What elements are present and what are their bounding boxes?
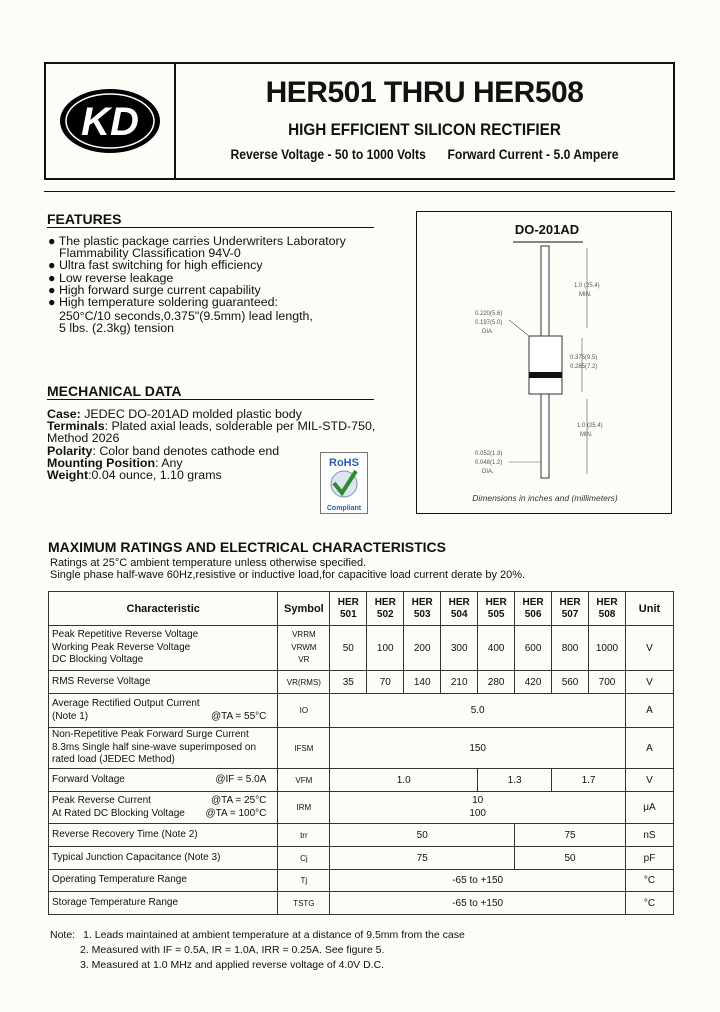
features-heading: FEATURES [47,211,374,228]
cathode-band [529,372,562,378]
features-list [48,235,346,335]
package-caption: Dimensions in inches and (millimeters) [472,493,618,503]
ratings-note-2: Single phase half-wave 60Hz,resistive or inductive load,for capacitive load current derate by 20%. [50,569,526,581]
table-row: Forward Voltage @IF = 5.0A VFM 1.0 1.3 1.7 V [49,769,674,792]
dim-body-len-1: 0.375(9.5) [570,355,598,361]
package-drawing [417,212,671,513]
col-part: HER 508 [589,592,626,626]
table-row: Average Rectified Output Current (Note 1) @TA = 55°C IO 5.0 A [49,694,674,728]
col-characteristic: Characteristic [49,592,278,626]
ratings-table [48,591,674,915]
mech-terminals: Terminals: Plated axial leads, solderable per MIL-STD-750, [47,419,376,434]
dim-lead-top-unit: MIN. [579,292,592,298]
package-name: DO-201AD [514,222,580,237]
note-2: 2. Measured with IF = 0.5A, IR = 1.0A, IRR = 0.25A. See figure 5. [80,944,385,956]
dim-body-dia-1: 0.220(5.6) [475,311,503,317]
col-part: HER 503 [404,592,441,626]
mechanical-heading: MECHANICAL DATA [47,383,374,400]
table-row: Peak Reverse Current @TA = 25°C At Rated DC Blocking Voltage @TA = 100°C IRM 10 100 μA [49,792,674,824]
solder-spec-2: 5 lbs. (2.3kg) tension [59,321,175,336]
col-part: HER 507 [552,592,589,626]
col-unit: Unit [625,592,673,626]
table-header-row [49,592,674,626]
col-part: HER 501 [330,592,367,626]
table-row: Reverse Recovery Time (Note 2) trr 50 75 nS [49,824,674,847]
table-row: Operating Temperature Range Tj -65 to +150 °C [49,870,674,892]
ratings-heading: MAXIMUM RATINGS AND ELECTRICAL CHARACTERISTICS [48,539,446,555]
feature-item: ● The plastic package carries Underwriters Laboratory [48,234,346,248]
col-part: HER 506 [515,592,552,626]
note-1: 1. Leads maintained at ambient temperature at a distance of 9.5mm from the case [83,929,465,941]
notes-prefix: Note: [50,929,76,941]
col-part: HER 505 [478,592,515,626]
header-box [44,62,675,180]
mech-polarity: Polarity: Color band denotes cathode end [47,443,280,458]
dim-body-dia-2: 0.197(5.0) [475,320,503,326]
mech-mounting: Mounting Position: Any [47,455,183,470]
rohs-label: RoHS [329,457,359,469]
package-box [416,211,672,514]
mech-case: Case: JEDEC DO-201AD molded plastic body [47,407,302,421]
feature-item: ● Ultra fast switching for high efficiency [48,258,263,273]
mech-terminals-cont: Method 2026 [47,431,120,446]
header-divider [44,191,675,192]
forward-current-spec: Forward Current - 5.0 Ampere [447,147,619,162]
dim-body-len-2: 0.285(7.2) [570,364,598,370]
page-subtitle: HIGH EFFICIENT SILICON RECTIFIER [288,120,561,139]
logo-text: KD [81,100,139,144]
kd-logo [46,64,172,178]
table-row: RMS Reverse Voltage VR(RMS) 35 70 140 210 280 420 560 700 V [49,671,674,694]
rohs-sub: Compliant [326,505,362,512]
spec-line [201,147,648,162]
feature-item: ● High temperature soldering guaranteed: [48,295,278,310]
page-title: HER501 THRU HER508 [265,76,584,109]
note-3: 3. Measured at 1.0 MHz and applied reverse voltage of 4.0V D.C. [80,959,385,971]
dim-lead-bot-unit: MIN. [580,432,593,438]
dim-lead-dia-2: 0.048(1.2) [475,460,503,466]
col-part: HER 504 [441,592,478,626]
dim-lead-bot: 1.0 (25.4) [577,423,603,429]
mech-weight: Weight:0.04 ounce, 1.10 grams [47,468,222,483]
reverse-voltage-spec: Reverse Voltage - 50 to 1000 Volts [230,147,426,162]
table-row: Typical Junction Capacitance (Note 3) Cj 75 50 pF [49,847,674,870]
col-part: HER 502 [367,592,404,626]
table-row: Non-Repetitive Peak Forward Surge Current 8.3ms Single half sine-wave superimposed on rated load (JEDEC Method) IFSM 150 A [49,728,674,769]
dim-lead-top: 1.0 (25.4) [574,283,600,289]
feature-item: ● High forward surge current capability [48,282,261,297]
dim-lead-dia-1: 0.052(1.3) [475,451,503,457]
rohs-badge [320,452,368,514]
feature-item-cont: Flammability Classification 94V-0 [59,246,241,261]
ratings-note-1: Ratings at 25°C ambient temperature unless otherwise specified. [50,557,367,569]
notes [50,928,465,973]
table-row: Storage Temperature Range TSTG -65 to +150 °C [49,892,674,915]
table-row: Peak Repetitive Reverse Voltage Working Peak Reverse Voltage DC Blocking Voltage VRRM VRWM VR 50 100 200 300 400 600 800 1000 V [49,626,674,671]
col-symbol: Symbol [278,592,330,626]
logo-cell [46,64,176,178]
solder-spec-1: 250°C/10 seconds,0.375"(9.5mm) lead length, [59,309,313,324]
dim-body-dia-unit: DIA. [482,329,494,335]
dim-lead-dia-unit: DIA. [482,469,494,475]
feature-item: ● Low reverse leakage [48,270,174,285]
